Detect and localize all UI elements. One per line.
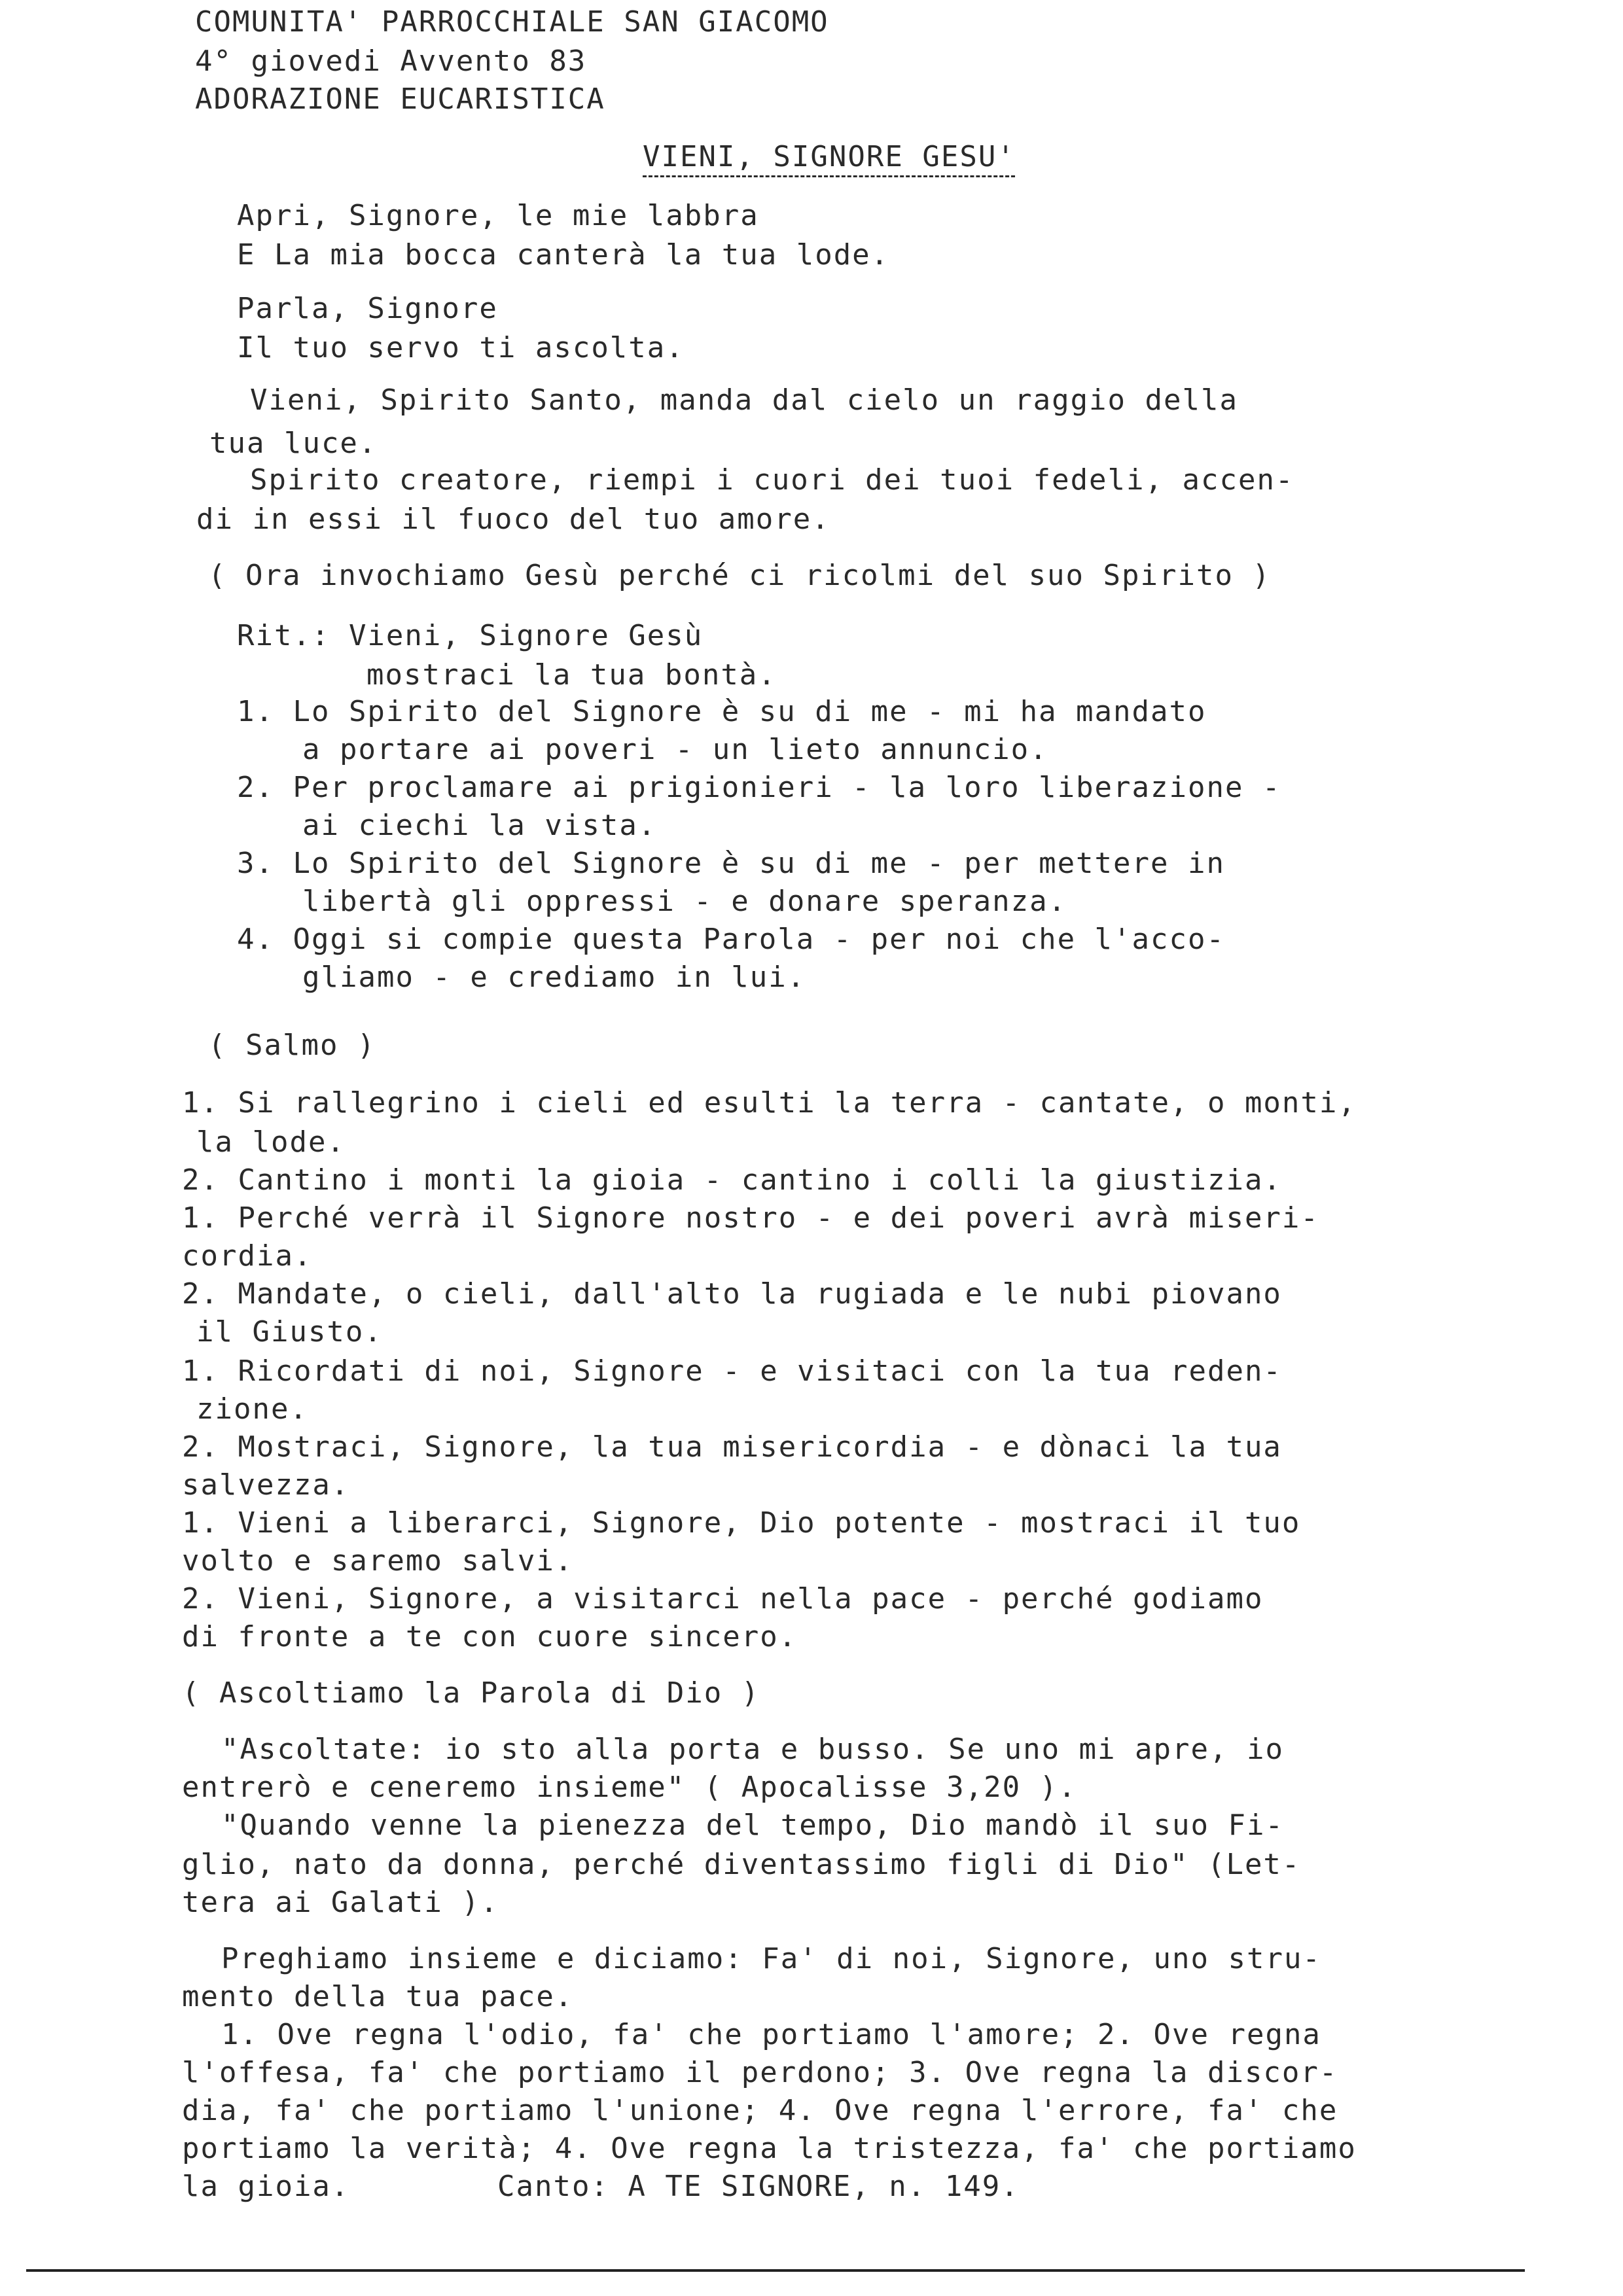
bottom-rule <box>26 2269 1525 2272</box>
prayer-line: mento della tua pace. <box>182 1980 574 2013</box>
parish-name: COMUNITA' PARROCCHIALE SAN GIACOMO <box>195 5 829 39</box>
reading-line: glio, nato da donna, perché diventassimo figli di Dio" (Let- <box>182 1848 1301 1881</box>
invocation-1a: 1. Lo Spirito del Signore è su di me - mi ha mandato <box>237 695 1207 728</box>
opening-line-4: Il tuo servo ti ascolta. <box>237 331 685 364</box>
date-line: 4° giovedi Avvento 83 <box>195 44 587 78</box>
psalm-line: zione. <box>196 1392 308 1426</box>
psalm-line: 2. Vieni, Signore, a visitarci nella pace - perché godiamo <box>182 1582 1264 1616</box>
invocation-4b: gliamo - e crediamo in lui. <box>302 961 806 994</box>
prayer-line: 1. Ove regna l'odio, fa' che portiamo l'amore; 2. Ove regna <box>221 2018 1321 2051</box>
invocation-4a: 4. Oggi si compie questa Parola - per noi che l'acco- <box>237 923 1225 956</box>
document-title: VIENI, SIGNORE GESU' <box>643 140 1016 173</box>
psalm-line: salvezza. <box>182 1468 350 1502</box>
word-heading: ( Ascoltiamo la Parola di Dio ) <box>182 1676 760 1710</box>
psalm-line: volto e saremo salvi. <box>182 1544 574 1578</box>
refrain-line-1: Rit.: Vieni, Signore Gesù <box>237 619 704 652</box>
opening-line-7: Spirito creatore, riempi i cuori dei tuoi fedeli, accen- <box>250 463 1294 497</box>
opening-line-8: di in essi il fuoco del tuo amore. <box>196 503 830 536</box>
psalm-line: 1. Ricordati di noi, Signore - e visitaci con la tua reden- <box>182 1354 1282 1388</box>
psalm-line: 2. Mostraci, Signore, la tua misericordia - e dònaci la tua <box>182 1430 1282 1464</box>
prayer-line: Preghiamo insieme e diciamo: Fa' di noi, Signore, uno stru- <box>221 1942 1321 1975</box>
reading-line: "Quando venne la pienezza del tempo, Dio mandò il suo Fi- <box>221 1809 1284 1842</box>
opening-line-2: E La mia bocca canterà la tua lode. <box>237 238 890 272</box>
psalm-line: 2. Cantino i monti la gioia - cantino i colli la giustizia. <box>182 1163 1282 1197</box>
song-reference: Canto: A TE SIGNORE, n. 149. <box>497 2170 1020 2203</box>
refrain-line-2: mostraci la tua bontà. <box>366 658 777 692</box>
prayer-line: la gioia. <box>182 2170 350 2203</box>
opening-line-5: Vieni, Spirito Santo, manda dal cielo un raggio della <box>250 383 1238 417</box>
psalm-line: 1. Vieni a liberarci, Signore, Dio potente - mostraci il tuo <box>182 1506 1301 1540</box>
prayer-line: l'offesa, fa' che portiamo il perdono; 3. Ove regna la discor- <box>182 2056 1338 2089</box>
psalm-line: cordia. <box>182 1239 313 1273</box>
psalm-line: 2. Mandate, o cieli, dall'alto la rugiada e le nubi piovano <box>182 1277 1282 1311</box>
invocation-3a: 3. Lo Spirito del Signore è su di me - per mettere in <box>237 847 1225 880</box>
reading-line: "Ascoltate: io sto alla porta e busso. Se uno mi apre, io <box>221 1733 1284 1766</box>
invocation-2b: ai ciechi la vista. <box>302 809 657 842</box>
opening-line-3: Parla, Signore <box>237 292 498 325</box>
prayer-line: dia, fa' che portiamo l'unione; 4. Ove regna l'errore, fa' che <box>182 2094 1338 2127</box>
prayer-line: portiamo la verità; 4. Ove regna la tristezza, fa' che portiamo <box>182 2132 1357 2165</box>
opening-line-6: tua luce. <box>209 427 378 460</box>
reading-line: tera ai Galati ). <box>182 1886 499 1919</box>
psalm-line: 1. Si rallegrino i cieli ed esulti la terra - cantate, o monti, <box>182 1086 1357 1120</box>
psalm-line: di fronte a te con cuore sincero. <box>182 1620 798 1653</box>
psalm-line: la lode. <box>196 1125 346 1159</box>
invocation-1b: a portare ai poveri - un lieto annuncio. <box>302 733 1048 766</box>
psalm-line: il Giusto. <box>196 1315 383 1349</box>
psalm-heading: ( Salmo ) <box>208 1029 376 1062</box>
invocation-3b: libertà gli oppressi - e donare speranza. <box>302 885 1067 918</box>
service-type: ADORAZIONE EUCARISTICA <box>195 82 605 116</box>
invocation-intro: ( Ora invochiamo Gesù perché ci ricolmi del suo Spirito ) <box>208 559 1271 592</box>
reading-line: entrerò e ceneremo insieme" ( Apocalisse 3,20 ). <box>182 1771 1077 1804</box>
psalm-line: 1. Perché verrà il Signore nostro - e dei poveri avrà miseri- <box>182 1201 1319 1235</box>
invocation-2a: 2. Per proclamare ai prigionieri - la loro liberazione - <box>237 771 1281 804</box>
opening-line-1: Apri, Signore, le mie labbra <box>237 199 759 232</box>
